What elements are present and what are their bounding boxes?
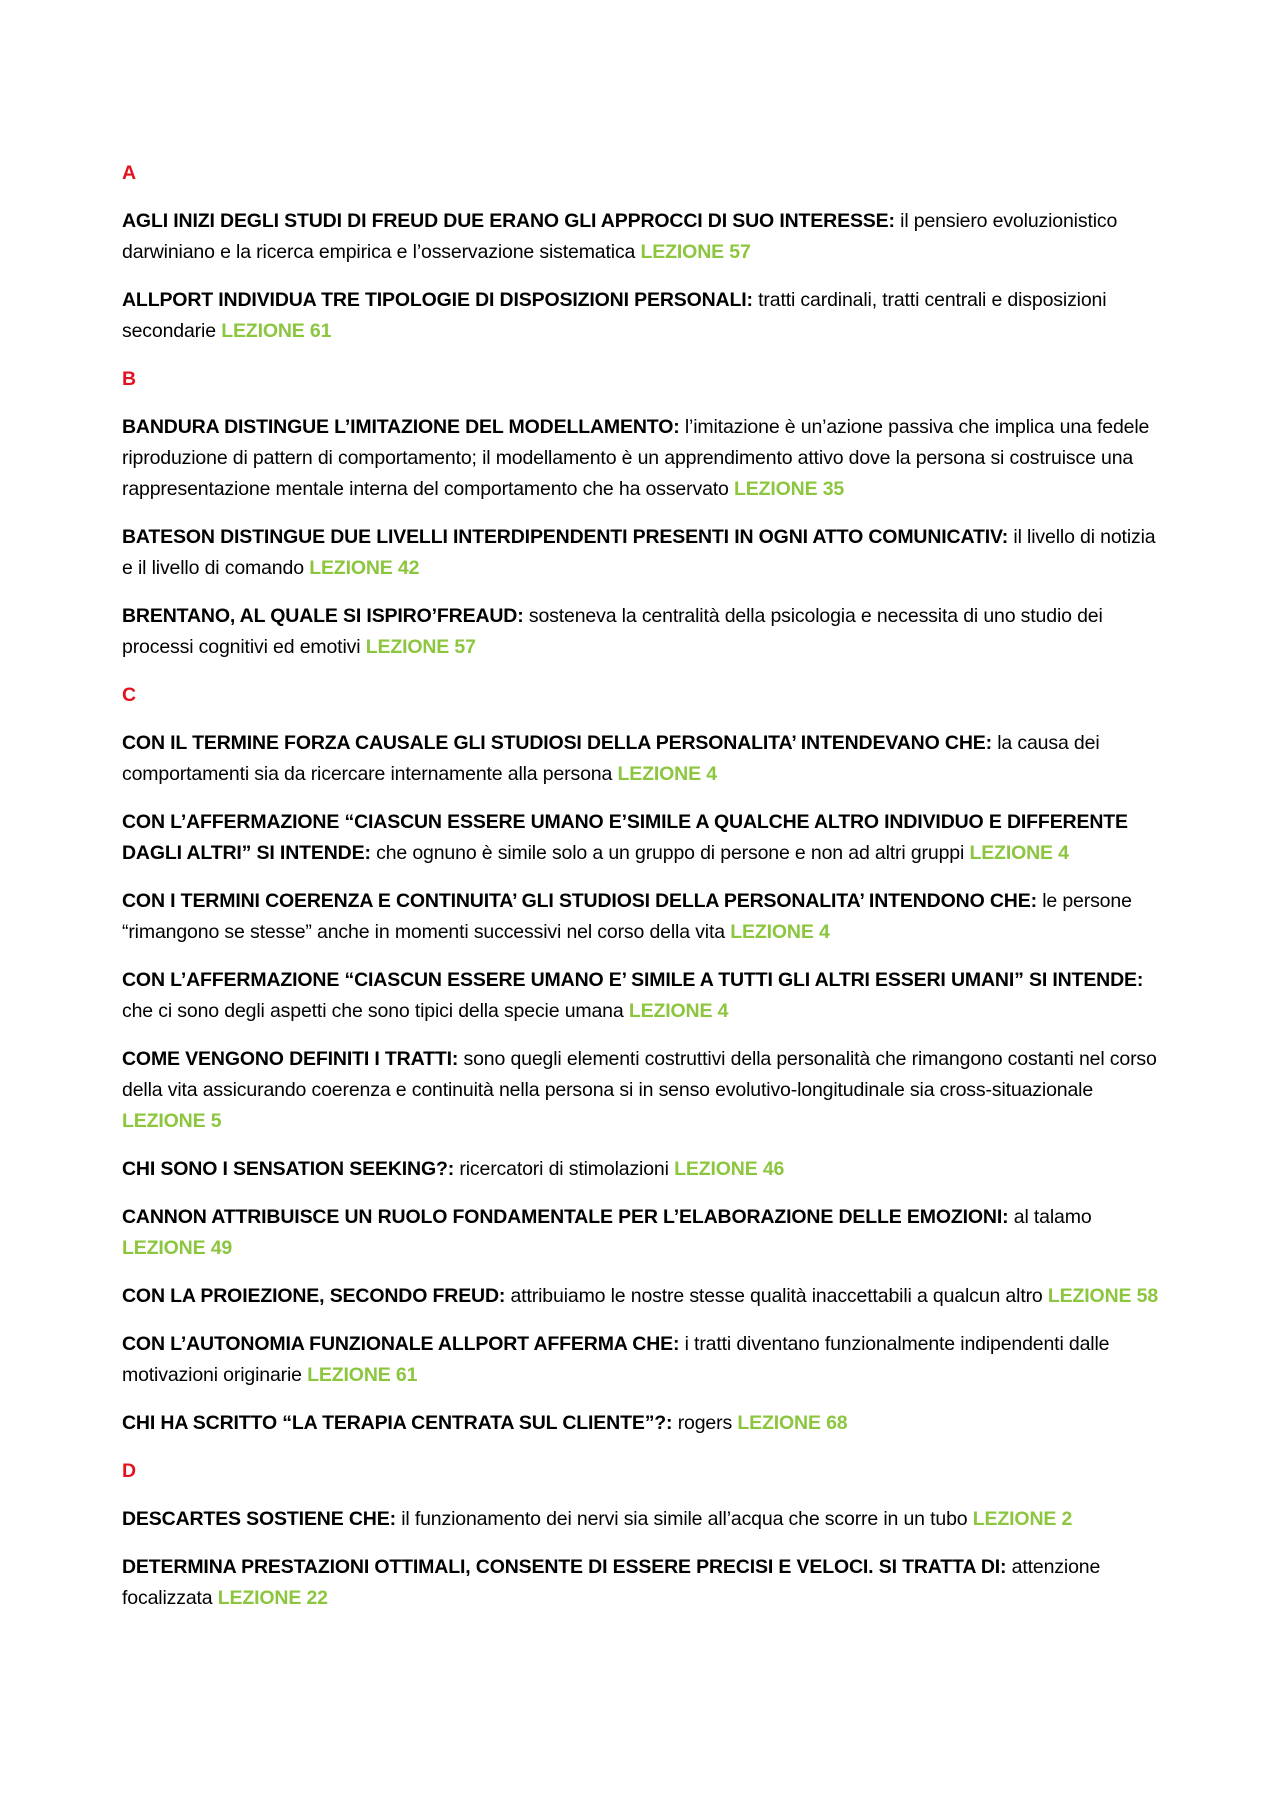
entry-question: DESCARTES SOSTIENE CHE: — [122, 1508, 396, 1530]
entry-lesson-ref: LEZIONE 61 — [221, 320, 332, 342]
entry — [122, 1504, 1170, 1535]
entry-question: DETERMINA PRESTAZIONI OTTIMALI, CONSENTE DI ESSERE PRECISI E VELOCI. SI TRATTA DI: — [122, 1556, 1007, 1578]
entry-answer: le persone “rimangono se stesse” anche in momenti successivi nel corso della vita — [122, 890, 1132, 943]
entry — [122, 965, 1170, 1027]
entry-answer: sono quegli elementi costruttivi della personalità che rimangono costanti nel corso della vita assicurando coerenza e continuità nella persona si in senso evolutivo-longitudinale sia cross-situazionale — [122, 1048, 1157, 1101]
entry-answer: il livello di notizia e il livello di comando — [122, 526, 1156, 579]
entry — [122, 728, 1170, 790]
entry — [122, 285, 1170, 347]
entry-question: BATESON DISTINGUE DUE LIVELLI INTERDIPENDENTI PRESENTI IN OGNI ATTO COMUNICATIV: — [122, 526, 1009, 548]
entry-question: CHI SONO I SENSATION SEEKING?: — [122, 1158, 455, 1180]
entry-answer: che ognuno è simile solo a un gruppo di persone e non ad altri gruppi — [376, 842, 965, 864]
entry — [122, 886, 1170, 948]
entry-question: CON LA PROIEZIONE, SECONDO FREUD: — [122, 1285, 506, 1307]
entry-answer: il funzionamento dei nervi sia simile all’acqua che scorre in un tubo — [401, 1508, 968, 1530]
entry-question: CHI HA SCRITTO “LA TERAPIA CENTRATA SUL CLIENTE”?: — [122, 1412, 673, 1434]
entry-lesson-ref: LEZIONE 58 — [1047, 1285, 1159, 1307]
entry-answer: al talamo — [1013, 1206, 1092, 1228]
section-letter-c: C — [122, 684, 137, 706]
entry — [122, 1044, 1170, 1137]
entry — [122, 1281, 1170, 1312]
entry-lesson-ref: LEZIONE 35 — [734, 478, 845, 500]
entry-question: BANDURA DISTINGUE L’IMITAZIONE DEL MODELLAMENTO: — [122, 416, 680, 438]
entry-answer: la causa dei comportamenti sia da ricercare internamente alla persona — [122, 732, 1100, 785]
entry — [122, 412, 1170, 505]
entry — [122, 1552, 1170, 1614]
entry-lesson-ref: LEZIONE 22 — [217, 1587, 328, 1609]
entry — [122, 807, 1170, 869]
entry-answer: che ci sono degli aspetti che sono tipici della specie umana — [122, 1000, 624, 1022]
entry-answer: l’imitazione è un’azione passiva che implica una fedele riproduzione di pattern di comportamento; il modellamento è un apprendimento attivo dove la persona si costruisce una rappresentazione mentale interna del comportamento che ha osservato — [122, 416, 1150, 500]
entry-lesson-ref: LEZIONE 68 — [737, 1412, 848, 1434]
entry-answer: il pensiero evoluzionistico darwiniano e la ricerca empirica e l’osservazione sistematica — [122, 210, 1118, 263]
entry-question: CON L’AFFERMAZIONE “CIASCUN ESSERE UMANO E’SIMILE A QUALCHE ALTRO INDIVIDUO E DIFFERENTE DAGLI ALTRI” SI INTENDE: — [122, 811, 1128, 864]
section-letter-a: A — [122, 162, 137, 184]
entry-lesson-ref: LEZIONE 4 — [628, 1000, 729, 1022]
entry — [122, 522, 1170, 584]
entry-lesson-ref: LEZIONE 2 — [972, 1508, 1073, 1530]
entry-question: CON I TERMINI COERENZA E CONTINUITA’ GLI STUDIOSI DELLA PERSONALITA’ INTENDONO CHE: — [122, 890, 1037, 912]
entry-answer: attribuiamo le nostre stesse qualità inaccettabili a qualcun altro — [510, 1285, 1043, 1307]
entry-question: COME VENGONO DEFINITI I TRATTI: — [122, 1048, 459, 1070]
entry-answer: sosteneva la centralità della psicologia e necessita di uno studio dei processi cognitivi ed emotivi — [122, 605, 1103, 658]
entry-lesson-ref: LEZIONE 61 — [307, 1364, 418, 1386]
entry-lesson-ref: LEZIONE 57 — [640, 241, 751, 263]
entry-lesson-ref: LEZIONE 4 — [617, 763, 717, 785]
entry-answer: i tratti diventano funzionalmente indipendenti dalle motivazioni originarie — [122, 1333, 1110, 1386]
entry-lesson-ref: LEZIONE 5 — [122, 1110, 222, 1132]
entry-question: ALLPORT INDIVIDUA TRE TIPOLOGIE DI DISPOSIZIONI PERSONALI: — [122, 289, 753, 311]
entry-question: BRENTANO, AL QUALE SI ISPIRO’FREAUD: — [122, 605, 524, 627]
section-letter-d: D — [122, 1460, 137, 1482]
entry-question: CON L’AUTONOMIA FUNZIONALE ALLPORT AFFERMA CHE: — [122, 1333, 680, 1355]
entry — [122, 1329, 1170, 1391]
entry — [122, 206, 1170, 268]
entry — [122, 1408, 1170, 1439]
entry-answer: tratti cardinali, tratti centrali e disposizioni secondarie — [122, 289, 1107, 342]
entry-lesson-ref: LEZIONE 4 — [730, 921, 830, 943]
entry-lesson-ref: LEZIONE 49 — [122, 1237, 233, 1259]
entry — [122, 1202, 1170, 1264]
entry-question: CON IL TERMINE FORZA CAUSALE GLI STUDIOSI DELLA PERSONALITA’ INTENDEVANO CHE: — [122, 732, 992, 754]
entry — [122, 1154, 1170, 1185]
entry-question: AGLI INIZI DEGLI STUDI DI FREUD DUE ERANO GLI APPROCCI DI SUO INTERESSE: — [122, 210, 895, 232]
entry-lesson-ref: LEZIONE 46 — [674, 1158, 785, 1180]
glossary-content — [122, 158, 1170, 1631]
entry-answer: rogers — [677, 1412, 733, 1434]
section-letter-b: B — [122, 368, 137, 390]
entry-answer: attenzione focalizzata — [122, 1556, 1101, 1609]
entry-answer: ricercatori di stimolazioni — [459, 1158, 669, 1180]
entry-question: CANNON ATTRIBUISCE UN RUOLO FONDAMENTALE PER L’ELABORAZIONE DELLE EMOZIONI: — [122, 1206, 1009, 1228]
entry-lesson-ref: LEZIONE 4 — [969, 842, 1069, 864]
entry-lesson-ref: LEZIONE 57 — [365, 636, 476, 658]
entry-lesson-ref: LEZIONE 42 — [309, 557, 420, 579]
entry-question: CON L’AFFERMAZIONE “CIASCUN ESSERE UMANO E’ SIMILE A TUTTI GLI ALTRI ESSERI UMANI” SI INTENDE: — [122, 969, 1144, 991]
entry — [122, 601, 1170, 663]
